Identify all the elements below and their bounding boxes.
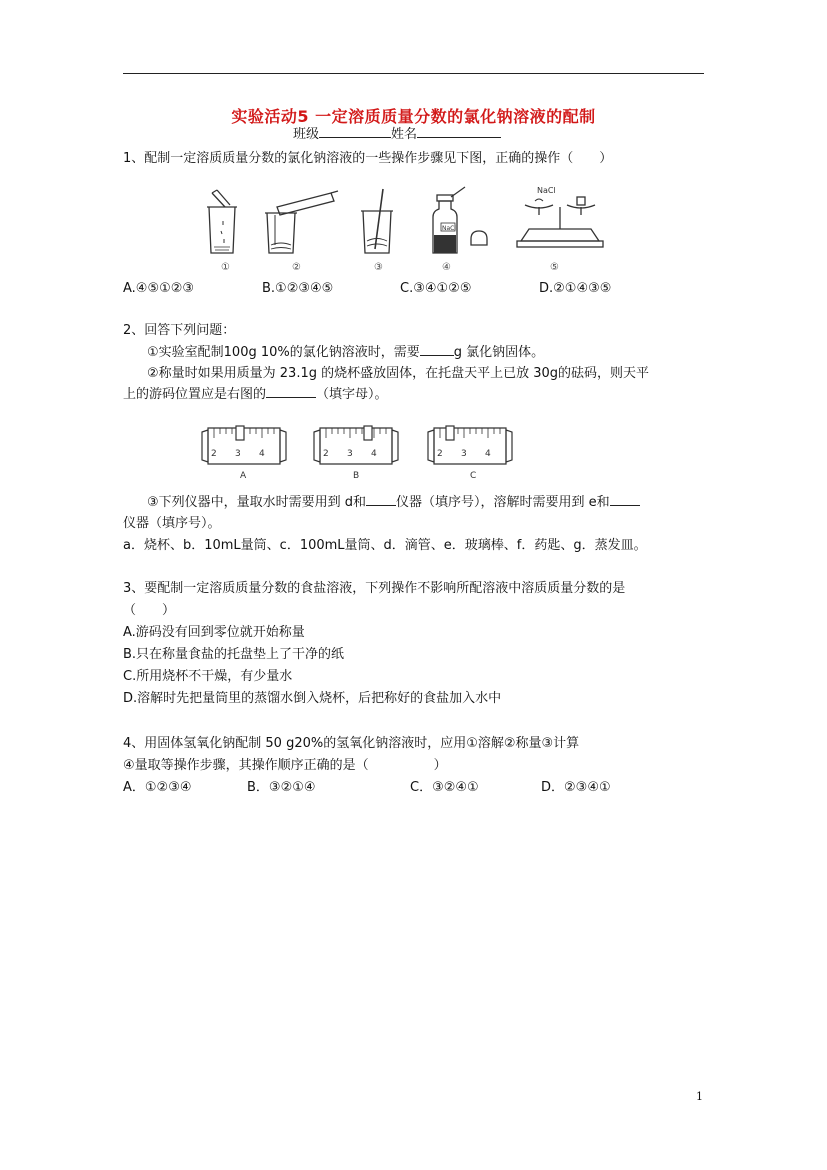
page-number: 1 <box>696 1090 703 1103</box>
ruler-b-tick-3: 3 <box>347 449 353 459</box>
q4-option-a[interactable]: A．①②③④ <box>123 780 192 795</box>
q4-option-b[interactable]: B．③②①④ <box>247 780 316 795</box>
q1-balance-nacl-label: NaCl <box>537 186 556 195</box>
q4-option-c[interactable]: C．③②④① <box>410 780 479 795</box>
ruler-c-tick-2: 2 <box>437 449 443 459</box>
q3-option-c[interactable]: C.所用烧杯不干燥，有少量水 <box>123 669 293 684</box>
q2-stem: 2、回答下列问题： <box>123 323 236 338</box>
ruler-a-tick-3: 3 <box>235 449 241 459</box>
ruler-label-c: C <box>470 471 477 480</box>
q2-instruments: a．烧杯、b．10mL量筒、c．100mL量筒、d．滴管、e．玻璃棒、f．药匙、g．蒸发皿。 <box>123 538 647 553</box>
ruler-c-tick-3: 3 <box>461 449 467 459</box>
q1-fig-label-2: ② <box>292 262 301 273</box>
q1-fig1-pouring-icon <box>207 190 237 253</box>
q2-part2-line1: ②称量时如果用质量为 23.1g 的烧杯盛放固体，在托盘天平上已放 30g的砝码，则天平 <box>147 366 650 381</box>
q2-part2-blank[interactable] <box>266 397 316 398</box>
q1-stem: 1、配制一定溶质质量分数的氯化钠溶液的一些操作步骤见下图，正确的操作（ ） <box>123 151 613 166</box>
q4-stem-line2: ④量取等操作步骤，其操作顺序正确的是（ ） <box>123 758 447 773</box>
q2-part1-blank[interactable] <box>420 355 454 356</box>
name-label: 姓名 <box>391 127 418 142</box>
q1-option-c[interactable]: C.③④①②⑤ <box>400 281 472 296</box>
ruler-b-tick-4: 4 <box>371 449 377 459</box>
q2-part3-blank-2[interactable] <box>610 505 640 506</box>
q1-fig2-cylinder-pour-icon <box>265 191 338 253</box>
q1-option-a[interactable]: A.④⑤①②③ <box>123 281 195 296</box>
name-blank[interactable] <box>417 137 501 138</box>
q3-paren: （ ） <box>123 603 176 618</box>
q1-bottle-nacl-label: NaCl <box>442 225 457 232</box>
q1-option-d[interactable]: D.②①④③⑤ <box>539 281 612 296</box>
q1-fig-label-5: ⑤ <box>550 262 559 273</box>
ruler-c-tick-4: 4 <box>485 449 491 459</box>
q1-fig4-reagent-bottle-icon <box>433 187 487 253</box>
q2-part1: ①实验室配制100g 10%的氯化钠溶液时，需要 g 氯化钠固体。 <box>147 345 545 360</box>
q2-part3-line2: 仪器（填序号）。 <box>123 516 221 531</box>
q3-stem: 3、要配制一定溶质质量分数的食盐溶液，下列操作不影响所配溶液中溶质质量分数的是 <box>123 581 626 596</box>
ruler-label-a: A <box>240 471 247 480</box>
ruler-a-tick-4: 4 <box>259 449 265 459</box>
class-label: 班级 <box>293 127 320 142</box>
ruler-a-tick-2: 2 <box>211 449 217 459</box>
q1-fig-label-3: ③ <box>374 262 383 273</box>
q3-option-d[interactable]: D.溶解时先把量筒里的蒸馏水倒入烧杯，后把称好的食盐加入水中 <box>123 691 502 706</box>
q2-part2-line2: 上的游码位置应是右图的 （填字母）。 <box>123 387 388 402</box>
ruler-label-b: B <box>353 471 360 480</box>
q1-fig-label-1: ① <box>221 262 230 273</box>
header-rule <box>123 73 704 74</box>
class-blank[interactable] <box>319 137 391 138</box>
q3-option-b[interactable]: B.只在称量食盐的托盘垫上了干净的纸 <box>123 647 345 662</box>
q1-fig-label-4: ④ <box>442 262 451 273</box>
q2-part3-blank-1[interactable] <box>366 505 396 506</box>
q3-option-a[interactable]: A.游码没有回到零位就开始称量 <box>123 625 305 640</box>
q2-part3-line1: ③下列仪器中，量取水时需要用到 d和 仪器（填序号），溶解时需要用到 e和 <box>147 495 640 511</box>
q1-fig3-stirring-icon <box>361 189 393 253</box>
q4-stem-line1: 4、用固体氢氧化钠配制 50 g20%的氢氧化钠溶液时，应用①溶解②称量③计算 <box>123 736 580 751</box>
q4-option-d[interactable]: D．②③④① <box>541 780 611 795</box>
q1-figure <box>195 185 625 275</box>
q1-option-b[interactable]: B.①②③④⑤ <box>262 281 334 296</box>
ruler-b-tick-2: 2 <box>323 449 329 459</box>
q2-rulers-figure <box>200 418 520 480</box>
page-title: 实验活动5 一定溶质质量分数的氯化钠溶液的配制 <box>231 107 596 126</box>
q1-fig5-balance-icon <box>517 197 603 247</box>
class-name-line <box>293 127 501 143</box>
